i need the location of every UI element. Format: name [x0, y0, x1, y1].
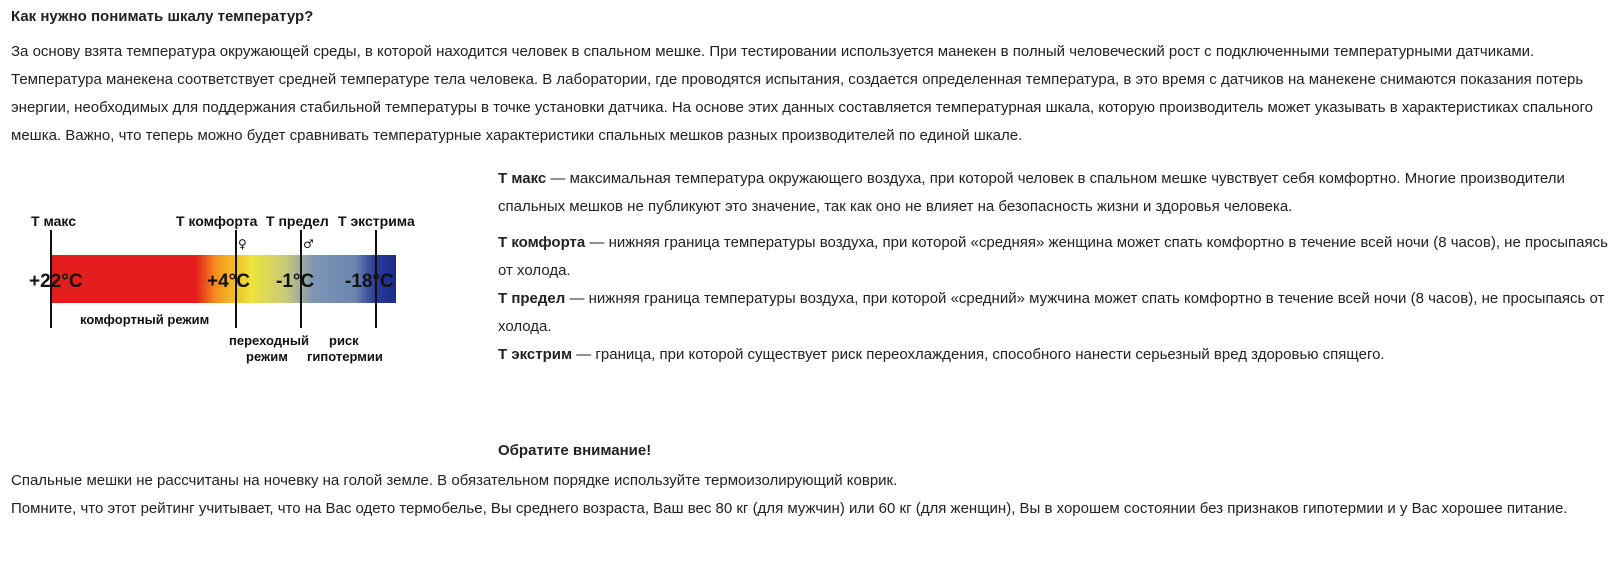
- label-t-limit: Т предел: [266, 213, 329, 229]
- definition-term: Т макс: [498, 170, 547, 187]
- definition-text: — граница, при которой существует риск переохлаждения, способного нанести серьезный вред здоровью спящего.: [572, 346, 1385, 363]
- label-t-max: Т макс: [31, 213, 77, 229]
- temperature-scale-diagram: [20, 210, 440, 380]
- zone-transition-label-2: режим: [246, 349, 288, 364]
- definition-t-limit: [498, 285, 1608, 341]
- footer-notes: [11, 467, 1606, 523]
- definition-term: Т комфорта: [498, 234, 586, 251]
- zone-transition-label-1: переходный: [229, 333, 309, 348]
- definition-text: — максимальная температура окружающего воздуха, при которой человек в спальном мешке чувствует себя комфортно. Многие производители спальных мешков не публикуют это значение, так как оно не влияет на безопасность жизни и здоровья человека.: [498, 170, 1565, 215]
- definitions-list: [498, 165, 1608, 369]
- value-max: +22°C: [29, 271, 83, 292]
- label-t-comfort: Т комфорта: [176, 213, 258, 229]
- definition-t-extreme: [498, 341, 1608, 369]
- definition-t-max: [498, 165, 1608, 221]
- footer-line: Помните, что этот рейтинг учитывает, что на Вас одето термобелье, Вы среднего возраста, Ваш вес 80 кг (для мужчин) или 60 кг (для женщин), Вы в хорошем состоянии без признаков гипотермии и у Вас хорошее питание.: [11, 500, 1568, 517]
- definition-text: — нижняя граница температуры воздуха, при которой «средний» мужчина может спать комфортно в течение всей ночи (8 часов), не просыпаясь от холода.: [498, 290, 1605, 335]
- definition-t-comfort: [498, 229, 1608, 285]
- definition-term: Т экстрим: [498, 346, 573, 363]
- value-limit: -1°C: [276, 271, 315, 292]
- zone-comfort-label: комфортный режим: [80, 312, 210, 327]
- female-symbol-icon: ♀: [238, 237, 247, 251]
- note-title: Обратите внимание!: [498, 442, 652, 459]
- footer-line: Спальные мешки не рассчитаны на ночевку на голой земле. В обязательном порядке используйте термоизолирующий коврик.: [11, 472, 898, 489]
- male-symbol-icon: ♂: [303, 237, 314, 251]
- label-t-extreme: Т экстрима: [338, 213, 415, 229]
- page-title: Как нужно понимать шкалу температур?: [11, 8, 314, 25]
- intro-paragraph: За основу взята температура окружающей среды, в которой находится человек в спальном мешке. При тестировании используется манекен в полный человеческий рост с подключенными температурными датчиками. Температура манекена соответствует средней температуре тела человека. В лаборатории, где проводятся испытания, создается определенная температура, в это время с датчиков на манекене снимаются показания потерь энергии, необходимых для поддержания стабильной температуры в точке установки датчика. На основе этих данных составляется температурная шкала, которую производитель может указывать в характеристиках спального мешка. Важно, что теперь можно будет сравнивать температурные характеристики спальных мешков разных производителей по единой шкале.: [11, 43, 1594, 144]
- zone-risk-label-2: гипотермии: [307, 349, 383, 364]
- definition-text: — нижняя граница температуры воздуха, при которой «средняя» женщина может спать комфортно в течение всей ночи (8 часов), не просыпаясь от холода.: [498, 234, 1608, 279]
- value-extreme: -18°C: [345, 271, 394, 292]
- zone-risk-label-1: риск: [329, 333, 359, 348]
- value-comfort: +4°C: [207, 271, 250, 292]
- definition-term: Т предел: [498, 290, 566, 307]
